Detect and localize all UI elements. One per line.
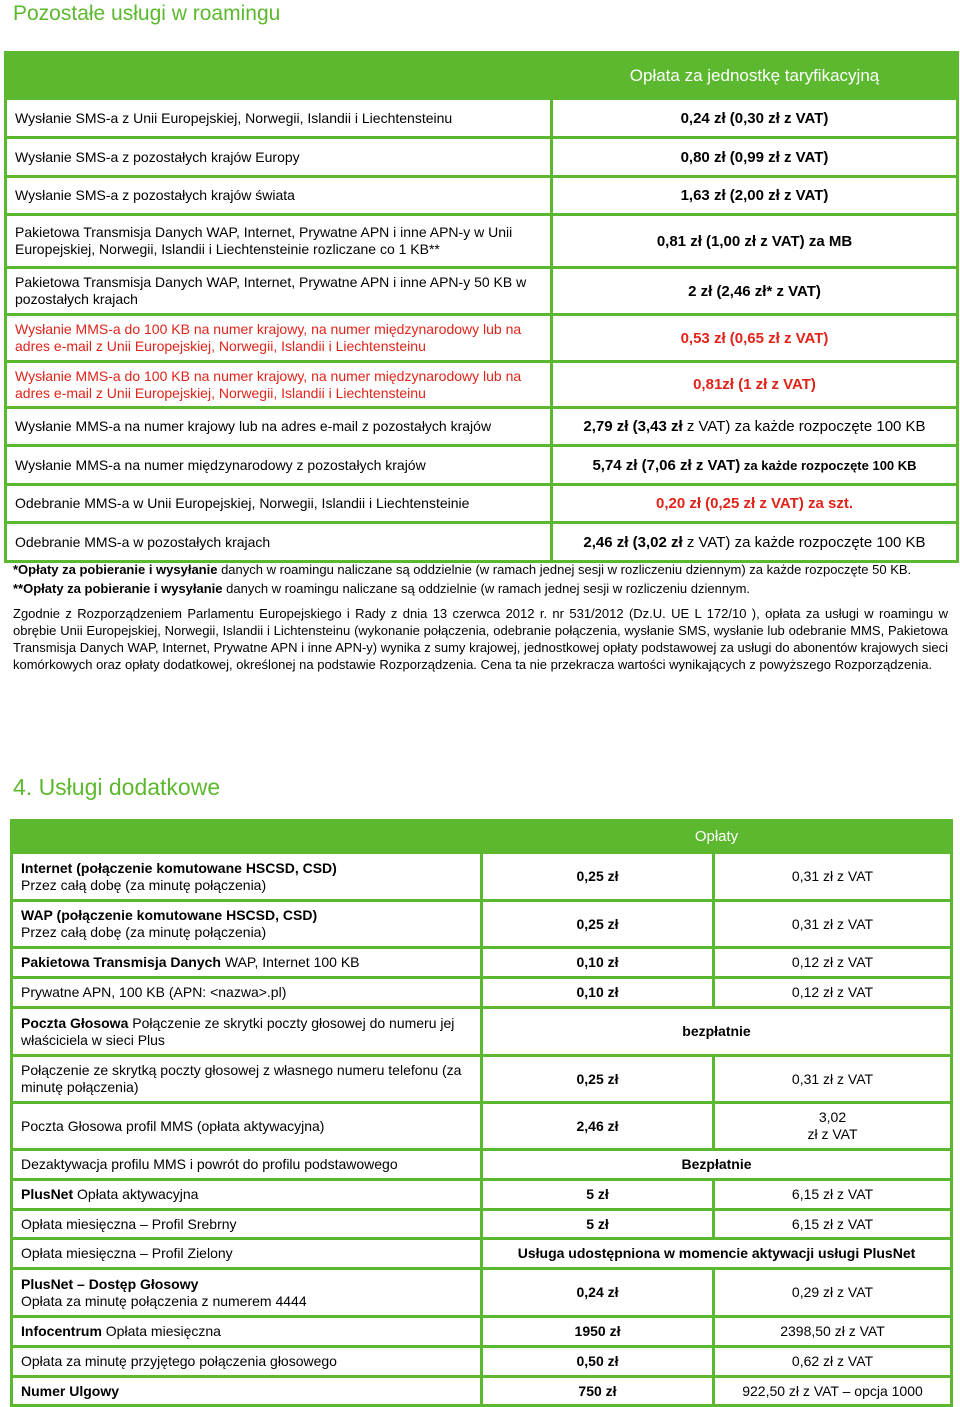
row-net: 0,25 zł	[482, 853, 714, 901]
row-gross: 6,15 zł z VAT	[714, 1180, 952, 1210]
row-label: Wysłanie SMS-a z pozostałych krajów świata	[6, 177, 552, 215]
row-label: Poczta Głosowa profil MMS (opłata aktywacyjna)	[12, 1103, 482, 1150]
row-label: Wysłanie SMS-a z pozostałych krajów Europy	[6, 138, 552, 177]
roaming-table	[4, 51, 956, 563]
row-value: Usługa udostępniona w momencie aktywacji usługi PlusNet	[482, 1239, 952, 1269]
row-gross: 6,15 zł z VAT	[714, 1210, 952, 1239]
row-value: 0,20 zł (0,25 zł z VAT) za szt.	[552, 485, 958, 523]
roaming-table-header: Opłata za jednostkę taryfikacyjną	[552, 53, 958, 99]
row-value: 2 zł (2,46 zł* z VAT)	[552, 268, 958, 315]
row-value: 2,79 zł (3,43 zł z VAT) za każde rozpoczęte 100 KB	[552, 408, 958, 446]
row-label: PlusNet Opłata aktywacyjna	[12, 1180, 482, 1210]
row-value: 0,81 zł (1,00 zł z VAT) za MB	[552, 215, 958, 268]
row-value: 2,46 zł (3,02 zł z VAT) za każde rozpoczęte 100 KB	[552, 523, 958, 562]
row-gross: 0,29 zł z VAT	[714, 1269, 952, 1317]
row-net: 0,25 zł	[482, 1056, 714, 1103]
section-title-roaming: Pozostałe usługi w roamingu	[13, 2, 281, 25]
row-label: Wysłanie MMS-a do 100 KB na numer krajowy, na numer międzynarodowy lub na adres e-mail z Unii Europejskiej, Norwegii, Islandii i Liechtensteinu	[6, 362, 552, 408]
row-label: Wysłanie MMS-a na numer międzynarodowy z pozostałych krajów	[6, 446, 552, 485]
row-gross: 0,62 zł z VAT	[714, 1347, 952, 1377]
row-label: Odebranie MMS-a w Unii Europejskiej, Norwegii, Islandii i Liechtensteinie	[6, 485, 552, 523]
row-gross: 0,31 zł z VAT	[714, 901, 952, 948]
row-net: 1950 zł	[482, 1317, 714, 1347]
row-net: 750 zł	[482, 1377, 714, 1406]
row-label: Pakietowa Transmisja Danych WAP, Internet, Prywatne APN i inne APN-y 50 KB w pozostałych krajach	[6, 268, 552, 315]
row-label: Wysłanie SMS-a z Unii Europejskiej, Norwegii, Islandii i Liechtensteinu	[6, 99, 552, 138]
row-net: 0,10 zł	[482, 978, 714, 1008]
row-value: 0,81zł (1 zł z VAT)	[552, 362, 958, 408]
row-gross: 0,31 zł z VAT	[714, 1056, 952, 1103]
row-net: 0,10 zł	[482, 948, 714, 978]
row-value: 0,80 zł (0,99 zł z VAT)	[552, 138, 958, 177]
footnotes	[13, 561, 948, 673]
additional-services-table	[10, 819, 950, 1407]
row-label: Dezaktywacja profilu MMS i powrót do profilu podstawowego	[12, 1150, 482, 1180]
row-net: 5 zł	[482, 1180, 714, 1210]
row-label: Połączenie ze skrytką poczty głosowej z własnego numeru telefonu (za minutę połączenia)	[12, 1056, 482, 1103]
row-label: WAP (połączenie komutowane HSCSD, CSD) Przez całą dobę (za minutę połączenia)	[12, 901, 482, 948]
row-gross: 0,12 zł z VAT	[714, 948, 952, 978]
footnote-1: *Opłaty za pobieranie i wysyłanie danych w roamingu naliczane są oddzielnie (w ramach jednej sesji w rozliczeniu dziennym) za każde rozpoczęte 50 KB.	[13, 562, 912, 577]
row-net: 0,24 zł	[482, 1269, 714, 1317]
row-value: Bezpłatnie	[482, 1150, 952, 1180]
row-value: 0,24 zł (0,30 zł z VAT)	[552, 99, 958, 138]
row-net: 2,46 zł	[482, 1103, 714, 1150]
row-value: 5,74 zł (7,06 zł z VAT) za każde rozpoczęte 100 KB	[552, 446, 958, 485]
fees-header: Opłaty	[482, 821, 952, 853]
row-label: Numer Ulgowy	[12, 1377, 482, 1406]
row-label: Opłata miesięczna – Profil Zielony	[12, 1239, 482, 1269]
row-gross: 0,31 zł z VAT	[714, 853, 952, 901]
row-label: Pakietowa Transmisja Danych WAP, Internet, Prywatne APN i inne APN-y w Unii Europejskiej, Norwegii, Islandii i Liechtensteinie rozliczane co 1 KB**	[6, 215, 552, 268]
row-label: Pakietowa Transmisja Danych WAP, Internet 100 KB	[12, 948, 482, 978]
row-label: Infocentrum Opłata miesięczna	[12, 1317, 482, 1347]
row-net: 5 zł	[482, 1210, 714, 1239]
regulation-note: Zgodnie z Rozporządzeniem Parlamentu Europejskiego i Rady z dnia 13 czerwca 2012 r. nr 531/2012 (Dz.U. UE L 172/10 ), opłata za usługi w roamingu w obrębie Unii Europejskiej, Norwegii, Islandii i Lichtensteinu (wykonanie połączenia, odebranie połączenia, wysłanie SMS, wysłanie lub odebranie MMS, Pakietowa Transmisja Danych WAP, Internet, Prywatne APN i inne APN-y) wynika z sumy krajowej, jednostkowej opłaty podstawowej za usługi do abonentów krajowych sieci komórkowych oraz opłaty dodatkowej, określonej na podstawie Rozporządzenia. Cena ta nie przekracza wartości wynikających z powyższego Rozporządzenia.	[13, 606, 948, 672]
row-label: Prywatne APN, 100 KB (APN: <nazwa>.pl)	[12, 978, 482, 1008]
row-label: PlusNet – Dostęp Głosowy Opłata za minutę połączenia z numerem 4444	[12, 1269, 482, 1317]
row-label: Wysłanie MMS-a na numer krajowy lub na adres e-mail z pozostałych krajów	[6, 408, 552, 446]
row-label: Poczta Głosowa Połączenie ze skrytki poczty głosowej do numeru jej właściciela w sieci Plus	[12, 1008, 482, 1056]
footnote-2: **Opłaty za pobieranie i wysyłanie danych w roamingu naliczane są oddzielnie (w ramach jednej sesji w rozliczeniu dziennym.	[13, 581, 751, 596]
row-value: 0,53 zł (0,65 zł z VAT)	[552, 315, 958, 362]
row-label: Internet (połączenie komutowane HSCSD, CSD) Przez całą dobę (za minutę połączenia)	[12, 853, 482, 901]
row-gross: 922,50 zł z VAT – opcja 1000	[714, 1377, 952, 1406]
row-net: 0,25 zł	[482, 901, 714, 948]
row-label: Odebranie MMS-a w pozostałych krajach	[6, 523, 552, 562]
row-label: Wysłanie MMS-a do 100 KB na numer krajowy, na numer międzynarodowy lub na adres e-mail z Unii Europejskiej, Norwegii, Islandii i Liechtensteinu	[6, 315, 552, 362]
row-label: Opłata za minutę przyjętego połączenia głosowego	[12, 1347, 482, 1377]
row-label: Opłata miesięczna – Profil Srebrny	[12, 1210, 482, 1239]
section-title-additional: 4. Usługi dodatkowe	[13, 774, 221, 800]
row-value: bezpłatnie	[482, 1008, 952, 1056]
row-net: 0,50 zł	[482, 1347, 714, 1377]
row-gross: 3,02 zł z VAT	[714, 1103, 952, 1150]
row-value: 1,63 zł (2,00 zł z VAT)	[552, 177, 958, 215]
row-gross: 2398,50 zł z VAT	[714, 1317, 952, 1347]
row-gross: 0,12 zł z VAT	[714, 978, 952, 1008]
